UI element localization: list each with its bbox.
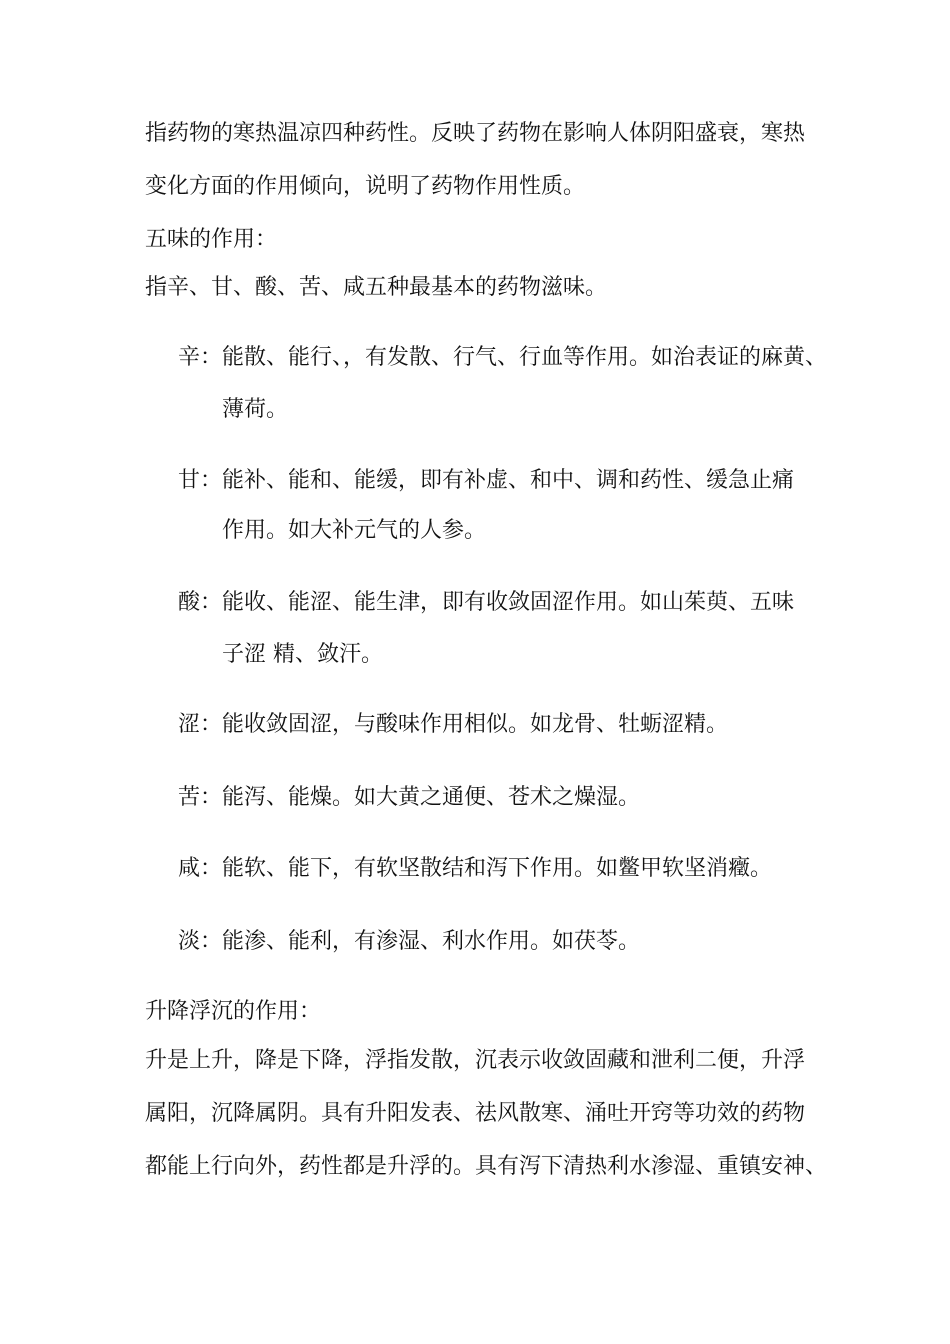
flavor-sour-line-2: 子涩 精、敛汗。: [222, 642, 383, 667]
ascending-line-1: 升是上升，降是下降，浮指发散，沉表示收敛固藏和泄利二便，升浮: [145, 1048, 806, 1073]
ascending-line-3: 都能上行向外，药性都是升浮的。具有泻下清热利水渗湿、重镇安神、: [145, 1154, 828, 1179]
flavor-pungent-line-2: 薄荷。: [222, 397, 289, 422]
flavor-sweet-line-1: 甘：能补、能和、能缓，即有补虚、和中、调和药性、缓急止痛: [178, 468, 795, 493]
flavor-sour-line-1: 酸：能收、能涩、能生津，即有收敛固涩作用。如山茱萸、五味: [178, 590, 795, 615]
flavor-sweet-line-2: 作用。如大补元气的人参。: [222, 518, 487, 543]
intro-line-2: 变化方面的作用倾向，说明了药物作用性质。: [145, 174, 586, 199]
flavor-bland-line: 淡：能渗、能利，有渗湿、利水作用。如茯苓。: [178, 929, 641, 954]
flavor-salty-line: 咸：能软、能下，有软坚散结和泻下作用。如鳖甲软坚消癥。: [178, 856, 773, 881]
flavor-bitter-line: 苦：能泻、能燥。如大黄之通便、苍术之燥湿。: [178, 785, 641, 810]
ascending-line-2: 属阳，沉降属阴。具有升阳发表、祛风散寒、涌吐开窍等功效的药物: [145, 1101, 806, 1126]
flavor-pungent-line-1: 辛：能散、能行、，有发散、行气、行血等作用。如治表证的麻黄、: [178, 345, 828, 370]
five-flavors-heading: 五味的作用：: [145, 227, 278, 252]
flavor-astringent-line: 涩：能收敛固涩，与酸味作用相似。如龙骨、牡蛎涩精。: [178, 712, 729, 737]
ascending-heading: 升降浮沉的作用：: [145, 999, 322, 1024]
intro-line-1: 指药物的寒热温凉四种药性。反映了药物在影响人体阴阳盛衰，寒热: [145, 121, 806, 146]
five-flavors-definition: 指辛、甘、酸、苦、咸五种最基本的药物滋味。: [145, 275, 608, 300]
